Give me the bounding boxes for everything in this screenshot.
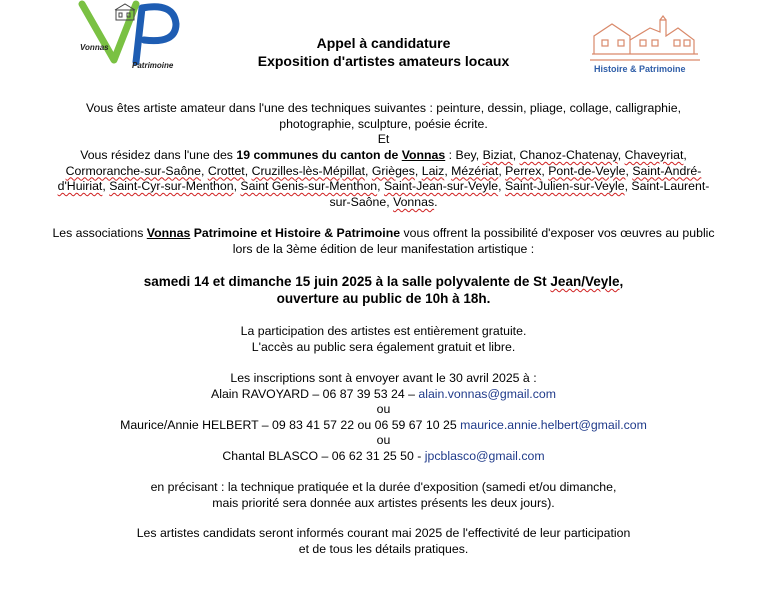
intro-line-2: photographie, sculpture, poésie écrite.	[279, 116, 488, 131]
closing-line-1: Les artistes candidats seront informés courant mai 2025 de l'effectivité de leur participation	[136, 526, 631, 540]
participation-block	[0, 324, 767, 355]
associations-vonnas: Vonnas	[146, 226, 191, 240]
commune-saint-jean: Saint-Jean-sur-Veyle	[383, 179, 499, 194]
event-block	[0, 273, 767, 307]
contact-1-email-link[interactable]: alain.vonnas@gmail.com	[418, 386, 556, 401]
participation-line-1: La participation des artistes est entièrement gratuite.	[240, 324, 527, 338]
commune-mezeriat: Mézériat	[451, 163, 499, 178]
communes-line-2: Cormoranche-sur-Saône, Crottet, Cruzilles-lès-Mépillat, Grièges, Laiz, Mézériat, Perrex, Pont-de-Veyle, Saint-André-	[65, 163, 702, 178]
commune-cormoranche: Cormoranche-sur-Saône	[65, 163, 201, 178]
intro-line-1: Vous êtes artiste amateur dans l'une des techniques suivantes : peinture, dessin, pliage, collage, calligraphie,	[85, 101, 681, 115]
contact-1	[0, 387, 767, 403]
commune-cruzilles: Cruzilles-lès-Mépillat	[251, 163, 365, 178]
commune-saint-cyr: Saint-Cyr-sur-Menthon	[109, 179, 234, 194]
contact-1-text: Alain RAVOYARD – 06 87 39 53 24 –	[211, 386, 419, 401]
associations-block	[0, 226, 767, 257]
event-line-1c: ,	[619, 274, 624, 289]
contact-3	[0, 449, 767, 465]
inscriptions-block	[0, 371, 767, 465]
commune-saint-julien: Saint-Julien-sur-Veyle	[504, 179, 625, 194]
associations-line-1	[0, 226, 767, 242]
commune-saint-andre-2: d'Huiriat	[57, 179, 103, 194]
logo-left-text-1: Vonnas	[80, 43, 109, 52]
inscriptions-or-2: ou	[376, 433, 391, 448]
communes-sep: : Bey,	[445, 148, 483, 162]
event-line-1	[0, 273, 767, 290]
inscriptions-intro: Les inscriptions sont à envoyer avant le 30 avril 2025 à :	[230, 371, 537, 385]
logo-left-text-2: Patrimoine	[132, 61, 174, 70]
logo-right-caption: Histoire & Patrimoine	[594, 64, 686, 74]
communes-line-4: sur-Saône, Vonnas.	[329, 194, 438, 209]
commune-chaveyriat: Chaveyriat	[624, 148, 684, 162]
event-venue: Jean/Veyle	[550, 274, 620, 289]
associations-prefix: Les associations	[52, 226, 147, 240]
commune-saint-andre-1: Saint-André-	[632, 163, 702, 178]
commune-pont-de-veyle: Pont-de-Veyle	[548, 163, 626, 178]
precisions-line-2: mais priorité sera donnée aux artistes présents les deux jours).	[212, 495, 555, 510]
communes-end: .	[434, 194, 438, 209]
commune-perrex: Perrex	[505, 163, 542, 178]
event-line-2: ouverture au public de 10h à 18h.	[276, 291, 491, 306]
commune-saint-genis: Saint Genis-sur-Menthon	[240, 179, 378, 194]
contact-3-email-link[interactable]: jpcblasco@gmail.com	[424, 448, 545, 463]
closing-block	[0, 526, 767, 557]
contact-2	[0, 418, 767, 434]
commune-saint-laurent-2: sur-Saône	[329, 194, 387, 209]
contact-2-text: Maurice/Annie HELBERT – 09 83 41 57 22 ou 06 59 67 10 25	[120, 417, 461, 432]
contact-2-email-link[interactable]: maurice.annie.helbert@gmail.com	[460, 417, 647, 432]
communes-block	[0, 148, 767, 210]
event-line-1a: samedi 14 et dimanche 15 juin 2025 à la salle polyvalente de St	[143, 274, 551, 289]
commune-chanoz: Chanoz-Chatenay	[519, 148, 618, 162]
page-title: Appel à candidature	[316, 35, 451, 51]
participation-line-2: L'accès au public sera également gratuit et libre.	[251, 339, 516, 354]
communes-bold: 19 communes du canton de	[236, 148, 402, 162]
inscriptions-or-1: ou	[376, 402, 391, 417]
precisions-block	[0, 480, 767, 511]
associations-line-2: lors de la 3ème édition de leur manifestation artistique :	[232, 241, 535, 256]
intro-block	[0, 101, 767, 148]
commune-laiz: Laiz	[421, 163, 445, 178]
commune-crottet: Crottet	[207, 163, 245, 178]
associations-rest: vous offrent la possibilité d'exposer vos œuvres au public	[400, 226, 715, 240]
associations-bold: Patrimoine et Histoire & Patrimoine	[190, 226, 401, 240]
commune-vonnas: Vonnas	[393, 194, 435, 209]
commune-biziat: Biziat	[482, 148, 513, 162]
closing-line-2: et de tous les détails pratiques.	[298, 541, 469, 556]
communes-line-3: d'Huiriat, Saint-Cyr-sur-Menthon, Saint Genis-sur-Menthon, Saint-Jean-sur-Veyle, Saint-Julien-sur-Veyle, Saint-Laurent-	[57, 179, 710, 194]
communes-vonnas: Vonnas	[401, 148, 446, 162]
communes-line-1: Vous résidez dans l'une des 19 communes du canton de Vonnas : Bey, Biziat, Chanoz-Chatenay, Chaveyriat,	[80, 148, 687, 162]
precisions-line-1: en précisant : la technique pratiquée et la durée d'exposition (samedi et/ou dimanche,	[150, 480, 617, 494]
commune-grieges: Grièges	[371, 163, 415, 178]
contact-3-text: Chantal BLASCO – 06 62 31 25 50 -	[222, 448, 425, 463]
commune-saint-laurent-1: Saint-Laurent-	[631, 179, 710, 194]
intro-et: Et	[377, 132, 390, 147]
page-subtitle: Exposition d'artistes amateurs locaux	[257, 53, 510, 69]
communes-prefix: Vous résidez dans l'une des	[80, 148, 237, 162]
